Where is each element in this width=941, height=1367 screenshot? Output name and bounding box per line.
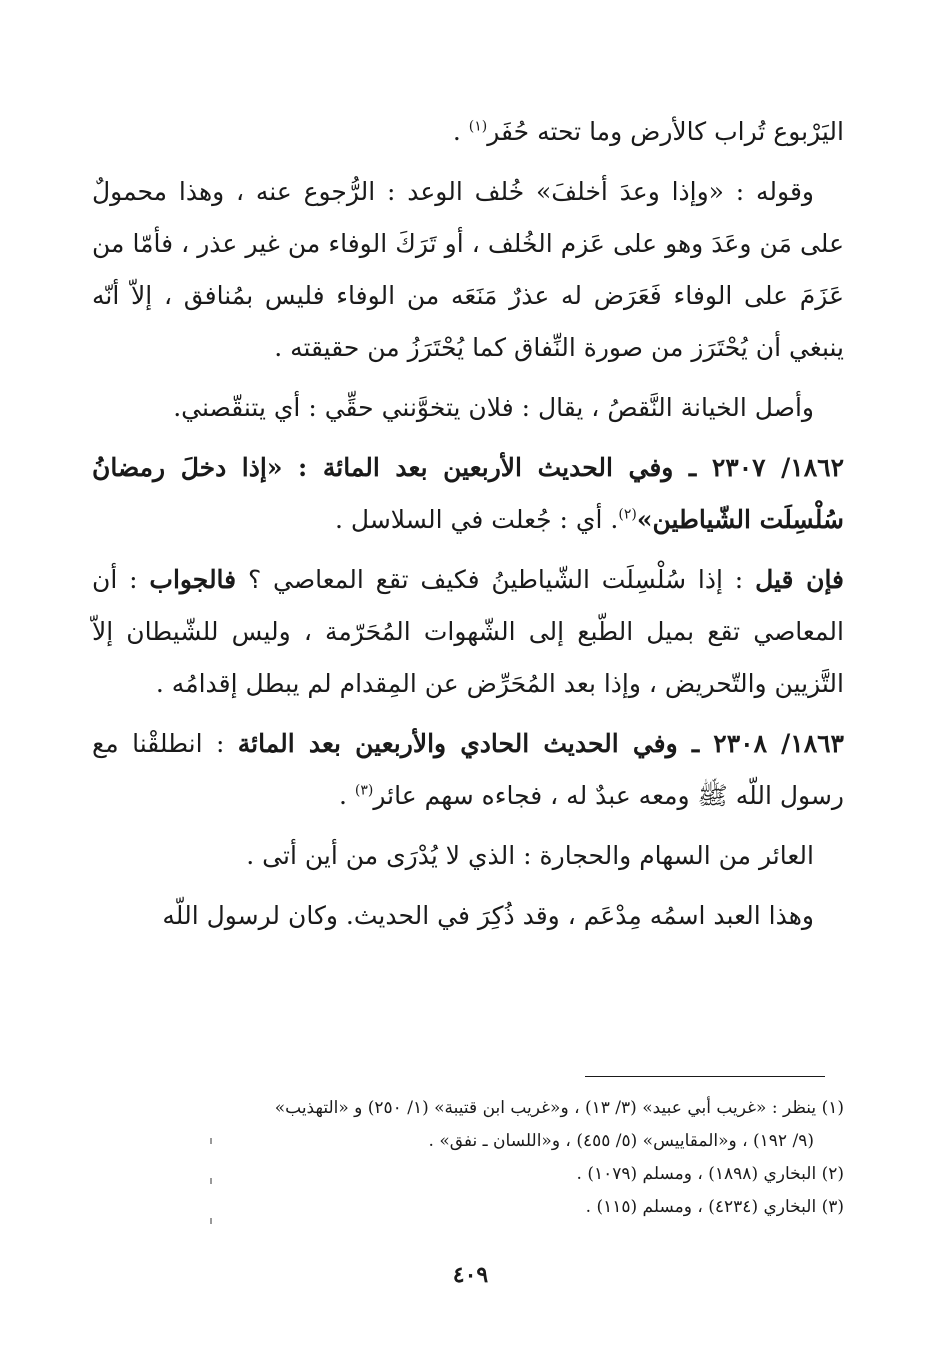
answer-label: فالجواب (149, 565, 237, 594)
hadith-1863-text: : انطلقْنا مع رسول اللّه ﷺ ومعه عبدٌ له ، فجاءه سهم عائر (92, 729, 844, 810)
hadith-1863-heading: ١٨٦٣/ ٢٣٠٨ ـ وفي الحديث الحادي والأربعين بعد المائة (237, 729, 844, 758)
hadith-1862 (92, 442, 844, 546)
question-text: : إذا سُلْسِلَت الشّياطينُ فكيف تقع المعاصي ؟ (236, 565, 744, 594)
footnotes (92, 1092, 844, 1224)
paragraph-3: وأصل الخيانة النَّقصُ ، يقال : فلان يتخوَّنني حقِّي : أي يتنقّصني. (173, 393, 814, 422)
hadith-1863 (92, 718, 844, 822)
footnote-ref-2[interactable]: (٢) (618, 506, 637, 523)
scan-speck (210, 1218, 212, 1224)
footnote-ref-3[interactable]: (٣) (354, 782, 374, 799)
footnote-3: (٣) البخاري (٤٢٣٤) ، ومسلم (١١٥) . (585, 1197, 844, 1217)
main-text (92, 106, 844, 950)
footnote-divider (585, 1076, 825, 1077)
footnote-1: (١) ينظر : «غريب أبي عبيد» (٣/ ١٣) ، و«غريب ابن قتيبة» (١/ ٢٥٠) و «التهذيب» (274, 1098, 844, 1118)
footnote-1-continued: (٩/ ١٩٢) ، و«المقاييس» (٥/ ٤٥٥) ، و«اللسان ـ نفق» . (428, 1131, 814, 1151)
hadith-1862-gloss: . أي : جُعلت في السلاسل . (335, 505, 619, 534)
page-number: ٤٠٩ (452, 1262, 489, 1288)
paragraph-2: وقوله : «وإذا وعدَ أخلفَ» خُلف الوعد : الرُّجوع عنه ، وهذا محمولٌ على مَن وعَدَ وهو على عَزم الخُلف ، أو تَرَكَ الوفاء من غير عذر ، فأمّا من عَزَمَ على الوفاء فَعَرَض له عذرٌ مَنَعَه من الوفاء فليس بمُنافق ، إلاّ أنّه ينبغي أن يُحْتَرَز من صورة النِّفاق كما يُحْتَرَزُ من حقيقته . (92, 177, 844, 362)
answer-text: : أن المعاصي تقع بميل الطّبع إلى الشّهوات المُحَرّمة ، وليس للشّيطان إلاّ التَّزيين والتّحريض ، وإذا بعد المُحَرِّض عن المِقدام لم يبطل إقدامُه . (92, 565, 844, 698)
paragraph-8: وهذا العبد اسمُه مِدْعَم ، وقد ذُكِرَ في الحديث. وكان لرسول اللّه (162, 901, 814, 930)
hadith-1863-end: . (339, 781, 355, 810)
scan-speck (210, 1178, 212, 1184)
question-answer (92, 554, 844, 710)
hadith-1862-heading: ١٨٦٢/ ٢٣٠٧ ـ وفي الحديث الأربعين بعد المائة : «إذا دخلَ رمضانُ سُلْسِلَت الشّياطين» (92, 453, 844, 534)
footnote-2: (٢) البخاري (١٨٩٨) ، ومسلم (١٠٧٩) . (576, 1164, 844, 1184)
footnote-ref-1[interactable]: (١) (468, 118, 488, 135)
paragraph-1-text: اليَرْبوع تُراب كالأرض وما تحته حُفَر (487, 117, 844, 146)
paragraph-7: العائر من السهام والحجارة : الذي لا يُدْرَى من أين أتى . (246, 841, 814, 870)
paragraph-1-end: . (452, 117, 469, 146)
question-label: فإن قيل (755, 565, 845, 594)
scan-speck (210, 1138, 212, 1144)
paragraph-1 (92, 106, 844, 158)
